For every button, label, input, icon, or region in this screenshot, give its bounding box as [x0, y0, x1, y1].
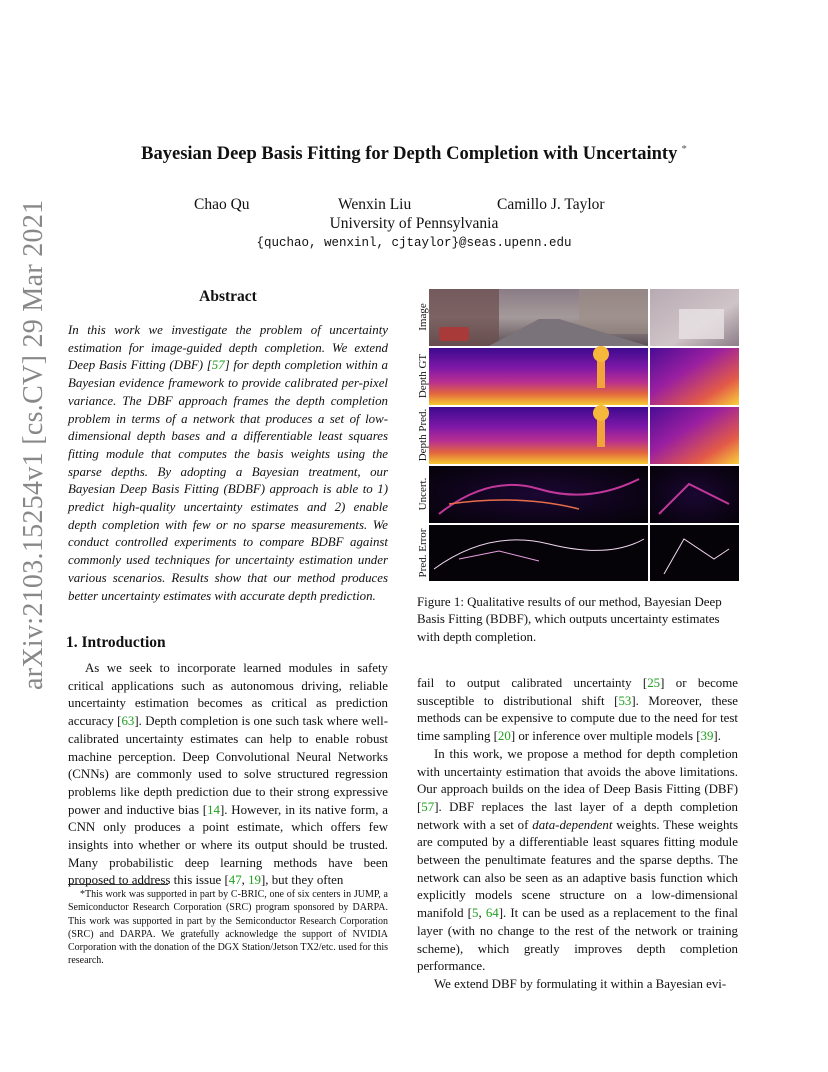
row-label-text: Image	[417, 303, 429, 331]
arxiv-identifier: arXiv:2103.15254v1 [cs.CV] 29 Mar 2021	[18, 199, 49, 690]
body-text: ] or inference over multiple models [	[510, 729, 701, 744]
body-text: ]. It can be used as a replacement to the final layer (with no change to the rest of the network or training scheme), which greatly improves depth completion performance.	[417, 906, 739, 974]
body-text: ] or become susceptible to distributional shift [	[417, 676, 738, 708]
section-heading-introduction: 1. Introduction	[66, 634, 166, 651]
author-1: Chao Qu	[194, 196, 250, 213]
figure-1-image-grid	[429, 289, 739, 581]
intro-text: As we seek to incorporate learned modules in safety critical applications such as autonomous driving, reliable uncertainty estimation becomes as critical as prediction accuracy [	[68, 661, 388, 729]
right-paragraph-1	[417, 675, 738, 746]
row-depth-pred	[429, 405, 739, 464]
row-label-text: Pred. Error	[417, 528, 429, 578]
author-2: Wenxin Liu	[338, 196, 412, 213]
footnote-rule	[68, 884, 168, 885]
title-text: Bayesian Deep Basis Fitting for Depth Completion with Uncertainty	[141, 144, 678, 165]
affiliation: University of Pennsylvania	[329, 215, 499, 232]
citation-link[interactable]: 19	[248, 873, 261, 888]
body-text: ]. DBF replaces the last layer of a depth completion network with a set of	[417, 799, 738, 832]
citation-link[interactable]: 63	[121, 714, 135, 729]
abstract-text-b: ] for depth completion within a Bayesian evidence framework to provide calibrated per-pixel variance. The DBF approach frames the depth completion problem in terms of a network that produces a set of low-dimensional depth bases and a differentiable least squares fitting module that computes the basis weights using the sparse depths. By adopting a Bayesian treatment, our Bayesian Deep Basis Fitting (BDBF) approach is able to 1) predict high-quality uncertainty estimates and 2) enable depth completion with few or no sparse measurements. We conduct controlled experiments to compare BDBF against commonly used techniques for uncertainty estimation under various scenarios. Results show that our method produces better uncertainty estimates with accurate depth prediction.	[68, 358, 388, 603]
paper-title	[0, 143, 828, 165]
figure-row-label	[417, 289, 431, 346]
row-depth-gt	[429, 346, 739, 405]
title-footnote-mark: *	[681, 143, 687, 155]
figure-row-label	[417, 466, 431, 523]
intro-text: ], but they often	[261, 873, 344, 888]
citation-link[interactable]: 57	[421, 799, 435, 814]
figure-1-caption: Figure 1: Qualitative results of our method, Bayesian Deep Basis Fitting (BDBF), which outputs uncertainty estimates with depth completion.	[417, 595, 722, 644]
right-paragraph-3: We extend DBF by formulating it within a Bayesian evi-	[434, 976, 727, 991]
row-uncertainty	[429, 466, 739, 523]
abstract-text-a: In this work we investigate the problem of uncertainty estimation for image-guided depth completion. We extend Deep Basis Fitting (DBF) [	[68, 323, 388, 373]
intro-paragraph	[68, 660, 388, 890]
figure-row-label	[417, 407, 431, 464]
right-paragraph-2	[417, 746, 738, 976]
citation-link[interactable]: 57	[211, 358, 225, 373]
body-text: ]. Moreover, these methods can be expensive to compute due to the need for test time sampling [	[417, 693, 738, 744]
citation-link[interactable]: 20	[497, 729, 511, 744]
intro-text: ]. Depth completion is one such task where well-calibrated uncertainty estimates can help to enable robust machine perception. Deep Convolutional Neural Networks (CNNs) are commonly used to solve structured regression problems like depth prediction due to their strong expressive power and inductive bias [	[68, 714, 388, 817]
citation-link[interactable]: 5	[471, 906, 479, 921]
row-image	[429, 289, 739, 346]
abstract-body	[68, 322, 388, 605]
citation-link[interactable]: 25	[647, 676, 661, 690]
citation-link[interactable]: 47	[228, 873, 242, 888]
body-text: ].	[713, 729, 721, 744]
footnote-text: *This work was supported in part by C-BRIC, one of six centers in JUMP, a Semiconductor Research Corporation (SRC) program sponsored by DARPA. This work was supported in part by the Semiconductor Research Corporation (SRC) and DARPA. We gratefully acknowledge the support of NVIDIA Corporation with the donation of the DGX Station/Jetson TX2/etc. used for this research.	[68, 889, 388, 967]
row-label-text: Uncert.	[417, 477, 429, 511]
right-column-body	[417, 675, 738, 994]
row-pred-error	[429, 525, 739, 581]
introduction-body	[68, 660, 388, 890]
citation-link[interactable]: 64	[485, 906, 499, 921]
body-text: In this work, we propose a method for depth completion with uncertainty estimation that avoids the above limitations. Our approach builds on the idea of Deep Basis Fitting (DBF) [	[417, 746, 738, 814]
author-emails: {quchao, wenxinl, cjtaylor}@seas.upenn.edu	[256, 236, 572, 250]
abstract-heading: Abstract	[199, 288, 257, 305]
citation-link[interactable]: 14	[207, 802, 220, 817]
intro-text: ]. However, in its native form, a CNN only produces a point estimate, which offers few insights into whether or where its output should be trusted. Many probabilistic deep learning methods have been proposed to address this issue [	[68, 802, 388, 888]
body-text: fail to output calibrated uncertainty [	[417, 676, 648, 690]
row-label-text: Depth GT	[417, 353, 429, 399]
separator: ,	[241, 873, 249, 888]
footnote	[68, 888, 388, 968]
citation-link[interactable]: 39	[700, 729, 714, 744]
body-text: weights. These weights are computed by a differentiable least squares fitting module between the penultimate features and the sparse depths. The network can also be seen as an adaptive basis function which explicitly models scene structure on a low-dimensional manifold [	[417, 817, 738, 921]
separator: ,	[478, 906, 486, 921]
author-3: Camillo J. Taylor	[497, 196, 605, 213]
figure-row-label	[417, 525, 431, 581]
citation-link[interactable]: 53	[618, 693, 632, 708]
row-label-text: Depth Pred.	[417, 408, 429, 462]
figure-row-label	[417, 348, 431, 405]
emphasis-text: data-dependent	[532, 817, 613, 832]
